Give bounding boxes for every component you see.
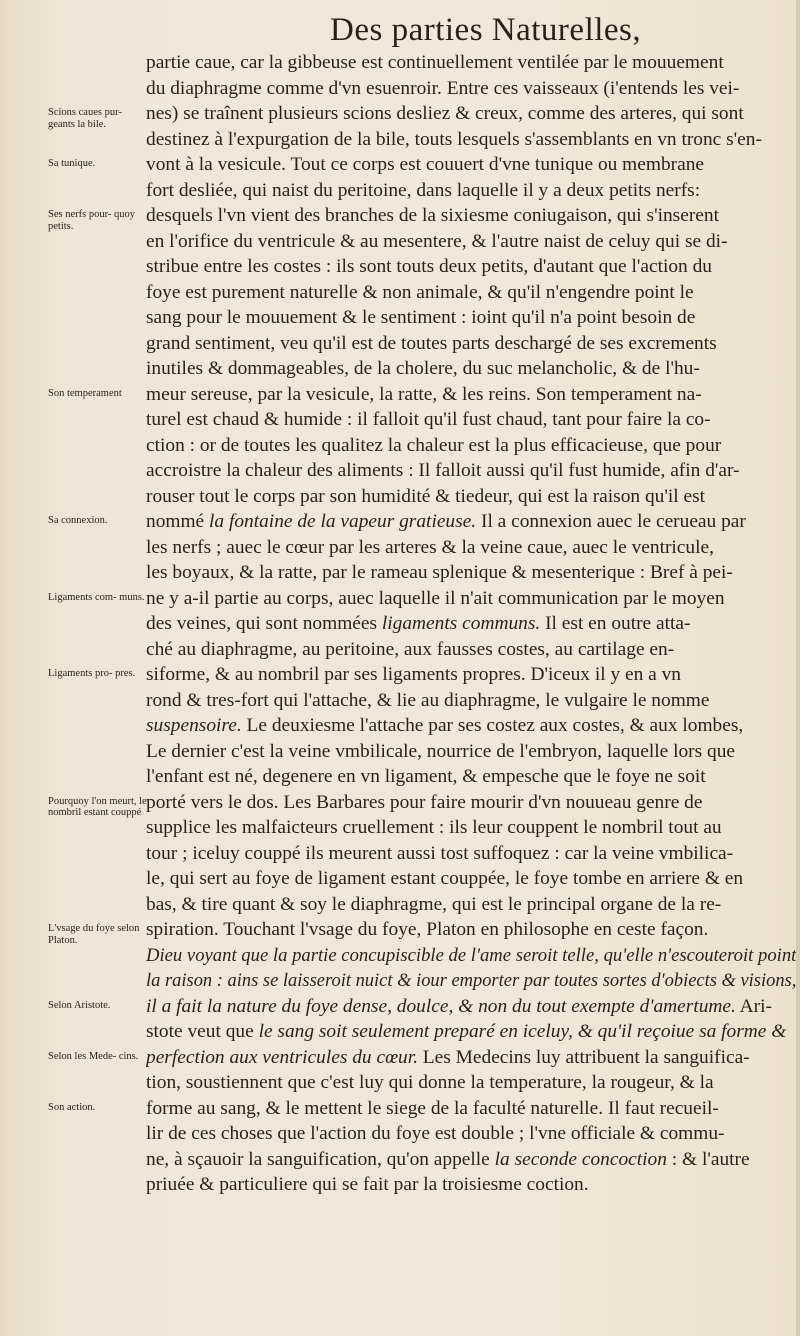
margin-note: Sa tunique.	[48, 158, 96, 169]
margin-note: Ligaments pro- pres.	[48, 668, 136, 679]
text-roman: inutiles & dommageables, de la cholere, du suc melancholic, & de l'hu-	[146, 358, 700, 379]
text-roman: sang pour le mouuement & le sentiment : ioint qu'il n'a point besoin de	[146, 307, 696, 328]
text-roman: accroistre la chaleur des aliments : Il falloit aussi qu'il fust humide, afin d'ar-	[146, 460, 740, 481]
text-line	[146, 509, 796, 535]
text-line	[146, 101, 796, 127]
text-roman: : & l'autre	[666, 1148, 750, 1170]
margin-note: Son temperament	[48, 387, 122, 399]
text-roman: porté vers le dos. Les Barbares pour faire mourir d'vn nouueau genre de	[146, 791, 703, 813]
text-line	[146, 127, 796, 153]
text-roman: Ari-	[735, 995, 772, 1017]
text-italic: le sang soit seulement preparé en iceluy, & qu'il reçoiue sa forme &	[258, 1021, 787, 1042]
text-line	[146, 178, 796, 204]
text-line	[146, 254, 796, 280]
text-line	[146, 382, 796, 408]
text-roman: des veines, qui sont nommées	[146, 613, 382, 634]
text-line	[146, 535, 796, 561]
text-roman: ne y a-il partie au corps, auec laquelle il n'ait communication par le moyen	[146, 587, 725, 609]
text-roman: le, qui sert au foye de ligament estant couppée, le foye tombe en arriere & en	[146, 868, 744, 889]
text-line	[146, 994, 796, 1020]
text-line	[146, 1045, 796, 1071]
text-roman: Il est en outre atta-	[540, 613, 691, 634]
text-roman: ne, à sçauoir la sanguification, qu'on appelle	[146, 1148, 495, 1170]
text-roman: l'enfant est né, degenere en vn ligament, & empesche que le foye ne soit	[146, 766, 706, 787]
text-line	[146, 688, 796, 714]
text-line	[146, 764, 796, 790]
text-roman: en l'orifice du ventricule & au mesentere, & l'autre naist de celuy qui se di-	[146, 230, 728, 252]
text-roman: turel est chaud & humide : il falloit qu'il fust chaud, tant pour faire la co-	[146, 409, 711, 430]
text-roman: stribue entre les costes : ils sont touts deux petits, d'autant que l'action du	[146, 256, 712, 277]
text-line	[146, 203, 796, 229]
text-line	[146, 892, 796, 918]
text-roman: vont à la vesicule. Tout ce corps est couuert d'vne tunique ou membrane	[146, 154, 705, 175]
text-italic: perfection aux ventricules du cœur.	[146, 1046, 418, 1068]
margin-note: L'vsage du foye selon Platon.	[48, 923, 140, 946]
main-text-block	[146, 50, 796, 1198]
text-line	[146, 1096, 796, 1122]
text-line	[146, 76, 796, 102]
text-line	[146, 152, 796, 178]
text-line	[146, 280, 796, 306]
text-roman: meur sereuse, par la vesicule, la ratte, & les reins. Son temperament na-	[146, 383, 702, 405]
text-roman: destinez à l'expurgation de la bile, touts lesquels s'assemblants en vn tronc s'en-	[146, 128, 762, 150]
text-italic: la fontaine de la vapeur gratieuse.	[209, 511, 477, 532]
text-roman: rond & tres-fort qui l'attache, & lie au diaphragme, le vulgaire le nomme	[146, 689, 710, 711]
text-line	[146, 611, 796, 637]
text-line	[146, 713, 796, 739]
text-line	[146, 662, 796, 688]
text-line	[146, 866, 796, 892]
text-roman: les boyaux, & la ratte, par le rameau splenique & mesenterique : Bref à pei-	[146, 562, 733, 583]
page-edge	[796, 0, 800, 1336]
text-line	[146, 433, 796, 459]
text-roman: siforme, & au nombril par ses ligaments propres. D'iceux il y en a vn	[146, 664, 681, 685]
text-roman: nes) se traînent plusieurs scions desliez & creux, comme des arteres, qui sont	[146, 103, 744, 124]
text-line	[146, 229, 796, 255]
text-line	[146, 1019, 796, 1045]
text-line	[146, 484, 796, 510]
text-line	[146, 943, 796, 969]
text-roman: Le deuxiesme l'attache par ses costez aux costes, & aux lombes,	[241, 715, 744, 736]
text-roman: du diaphragme comme d'vn esuenroir. Entre ces vaisseaux (i'entends les vei-	[146, 77, 740, 99]
text-roman: forme au sang, & le mettent le siege de la faculté naturelle. Il faut recueil-	[146, 1097, 719, 1119]
text-roman: desquels l'vn vient des branches de la sixiesme coniugaison, qui s'inserent	[146, 205, 719, 226]
text-roman: supplice les malfaicteurs cruellement : ils leur couppent le nombril tout au	[146, 817, 722, 838]
margin-note: Ses nerfs pour- quoy petits.	[48, 209, 135, 232]
text-line	[146, 739, 796, 765]
text-italic: Dieu voyant que la partie concupiscible de l'ame seroit telle, qu'elle n'escouteroit point	[146, 944, 797, 966]
text-roman: bas, & tire quant & soy le diaphragme, qui est le principal organe de la re-	[146, 893, 722, 915]
text-roman: fort desliée, qui naist du peritoine, dans laquelle il y a deux petits nerfs:	[146, 179, 701, 201]
text-roman: ction : or de toutes les qualitez la chaleur est la plus efficacieuse, que pour	[146, 434, 722, 456]
text-line	[146, 1070, 796, 1096]
margin-note: Scions caues pur- geants la bile.	[48, 107, 122, 130]
text-italic: ligaments communs.	[381, 613, 541, 634]
text-line	[146, 560, 796, 586]
text-roman: Il a connexion auec le cerueau par	[476, 511, 746, 532]
text-line	[146, 637, 796, 663]
text-roman: les nerfs ; auec le cœur par les arteres & la veine caue, auec le ventricule,	[146, 536, 714, 558]
text-line	[146, 1172, 796, 1198]
text-roman: Le dernier c'est la veine vmbilicale, nourrice de l'embryon, laquelle lors que	[146, 740, 736, 762]
margin-note: Selon Aristote.	[48, 999, 111, 1011]
text-roman: grand sentiment, veu qu'il est de toutes parts deschargé de ses excrements	[146, 332, 717, 354]
text-roman: tion, soustiennent que c'est luy qui donne la temperature, la rougeur, & la	[146, 1072, 714, 1093]
text-roman: Les Medecins luy attribuent la sanguifica-	[417, 1046, 750, 1068]
running-title: Des parties Naturelles,	[330, 12, 642, 48]
margin-note: Sa connexion.	[48, 515, 108, 526]
text-line	[146, 305, 796, 331]
text-roman: nommé	[146, 511, 210, 532]
text-italic: la seconde concoction	[494, 1148, 667, 1170]
text-roman: spiration. Touchant l'vsage du foye, Platon en philosophe en ceste façon.	[146, 919, 709, 940]
text-italic: la raison : ains se laisseroit nuict & iour emporter par toutes sortes d'obiects & visions,	[146, 970, 797, 991]
margin-note: Pourquoy l'on meurt, le nombril estant couppé	[48, 795, 147, 818]
text-line	[146, 1147, 796, 1173]
text-line	[146, 841, 796, 867]
text-roman: rouser tout le corps par son humidité & tiedeur, qui est la raison qu'il est	[146, 485, 706, 507]
margin-note: Ligaments com- muns.	[48, 591, 145, 603]
text-roman: partie caue, car la gibbeuse est continuellement ventilée par le mouuement	[146, 52, 724, 73]
text-roman: tour ; iceluy couppé ils meurent aussi tost suffoquez : car la veine vmbilica-	[146, 842, 734, 864]
text-line	[146, 815, 796, 841]
margin-note: Selon les Mede- cins.	[48, 1050, 139, 1062]
text-line	[146, 356, 796, 382]
text-line	[146, 968, 796, 994]
text-roman: ché au diaphragme, au peritoine, aux fausses costes, au cartilage en-	[146, 638, 675, 660]
text-line	[146, 586, 796, 612]
text-roman: lir de ces choses que l'action du foye est double ; l'vne officiale & commu-	[146, 1123, 725, 1144]
text-line	[146, 790, 796, 816]
text-line	[146, 1121, 796, 1147]
text-line	[146, 407, 796, 433]
text-roman: priuée & particuliere qui se fait par la troisiesme coction.	[146, 1174, 589, 1195]
text-roman: foye est purement naturelle & non animale, & qu'il n'engendre point le	[146, 281, 694, 303]
text-line	[146, 331, 796, 357]
margin-note: Son action.	[48, 1101, 96, 1113]
text-line	[146, 50, 796, 76]
text-line	[146, 917, 796, 943]
text-roman: stote veut que	[146, 1021, 259, 1042]
text-italic: suspensoire.	[146, 715, 242, 736]
text-line	[146, 458, 796, 484]
text-italic: il a fait la nature du foye dense, doulce, & non du tout exempte d'amertume.	[146, 995, 736, 1017]
